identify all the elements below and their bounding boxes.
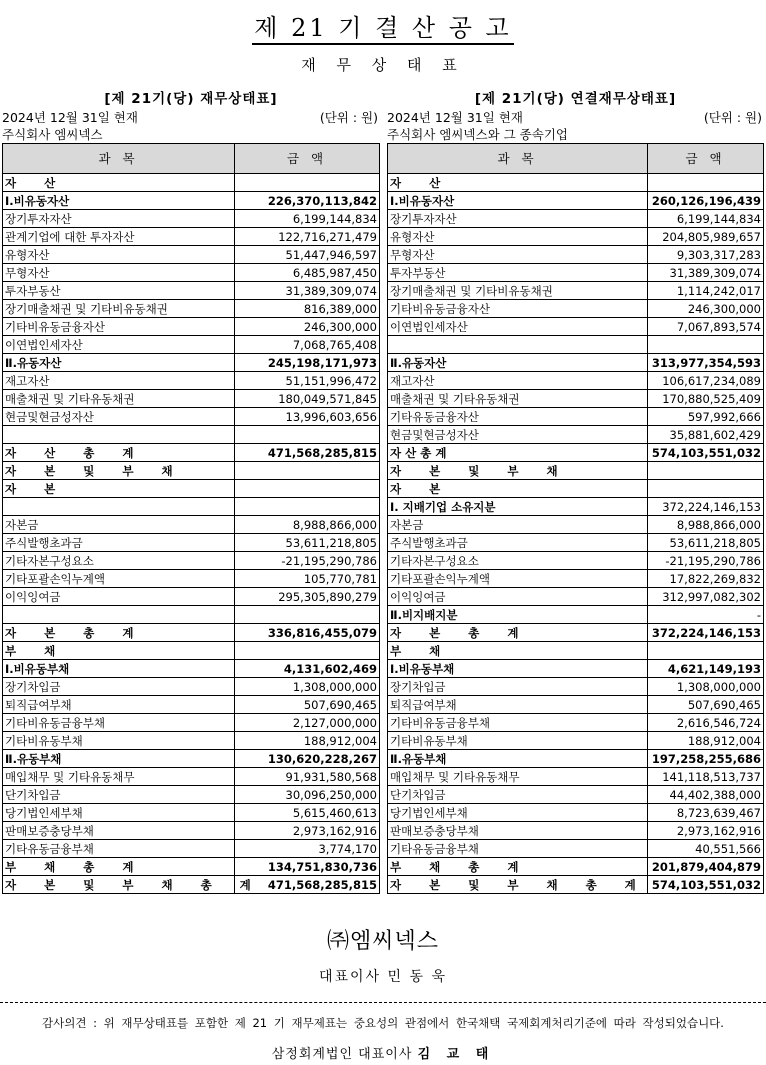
row-label: 장기차입금 bbox=[3, 678, 235, 696]
company-name: 주식회사 엠씨넥스 bbox=[2, 127, 103, 142]
row-amount: 105,770,781 bbox=[235, 570, 380, 588]
row-label: 매출채권 및 기타유동채권 bbox=[388, 390, 648, 408]
report-date: 2024년 12월 31일 현재 bbox=[387, 110, 523, 125]
row-amount: 2,616,546,724 bbox=[648, 714, 764, 732]
row-amount: 134,751,830,736 bbox=[235, 858, 380, 876]
row-amount: 8,988,866,000 bbox=[235, 516, 380, 534]
table-row bbox=[388, 714, 764, 732]
row-label: 이연법인세자산 bbox=[3, 336, 235, 354]
table-row bbox=[3, 588, 380, 606]
row-label: 자 본 및 부 채 bbox=[3, 462, 235, 480]
table-row bbox=[388, 210, 764, 228]
table-row bbox=[3, 678, 380, 696]
header-item: 과 목 bbox=[388, 144, 648, 174]
row-label: 유형자산 bbox=[388, 228, 648, 246]
row-amount: 141,118,513,737 bbox=[648, 768, 764, 786]
row-label: 기타비유동금융자산 bbox=[388, 300, 648, 318]
table-row bbox=[388, 192, 764, 210]
row-label: 단기차입금 bbox=[388, 786, 648, 804]
row-label: 주식발행초과금 bbox=[3, 534, 235, 552]
row-amount: 312,997,082,302 bbox=[648, 588, 764, 606]
row-amount bbox=[235, 174, 380, 192]
row-label: 기타비유동금융부채 bbox=[3, 714, 235, 732]
row-label: 자 산 총 계 bbox=[388, 444, 648, 462]
table-row bbox=[388, 228, 764, 246]
separate-statement-title: [제 21기(당) 재무상태표] bbox=[104, 91, 278, 107]
row-label: 판매보증충당부채 bbox=[388, 822, 648, 840]
table-row bbox=[3, 876, 380, 894]
row-label: 자 본 총 계 bbox=[3, 624, 235, 642]
row-label: Ⅱ.유동부채 bbox=[3, 750, 235, 768]
row-amount: 295,305,890,279 bbox=[235, 588, 380, 606]
row-amount: 8,723,639,467 bbox=[648, 804, 764, 822]
row-label: 기타유동금융부채 bbox=[3, 840, 235, 858]
row-amount: 53,611,218,805 bbox=[648, 534, 764, 552]
row-label: 매입채무 및 기타유동채무 bbox=[388, 768, 648, 786]
row-label: Ⅰ.비유동자산 bbox=[3, 192, 235, 210]
row-label: 매입채무 및 기타유동채무 bbox=[3, 768, 235, 786]
table-row bbox=[3, 786, 380, 804]
row-label: 기타비유동부채 bbox=[3, 732, 235, 750]
row-label: 기타유동금융자산 bbox=[388, 408, 648, 426]
row-amount: - bbox=[648, 606, 764, 624]
row-label: 이익잉여금 bbox=[388, 588, 648, 606]
row-label bbox=[3, 426, 235, 444]
row-amount bbox=[648, 642, 764, 660]
table-row bbox=[3, 570, 380, 588]
row-label: 자 본 및 부 채 총 계 bbox=[388, 876, 648, 894]
row-amount: 313,977,354,593 bbox=[648, 354, 764, 372]
row-amount: 5,615,460,613 bbox=[235, 804, 380, 822]
table-row bbox=[388, 354, 764, 372]
table-row bbox=[388, 174, 764, 192]
table-row bbox=[388, 426, 764, 444]
row-label: Ⅰ.비유동부채 bbox=[388, 660, 648, 678]
table-row bbox=[388, 678, 764, 696]
table-row bbox=[388, 372, 764, 390]
auditor-firm: 삼정회계법인 대표이사 bbox=[271, 1047, 413, 1062]
row-amount: 31,389,309,074 bbox=[235, 282, 380, 300]
table-row bbox=[3, 354, 380, 372]
row-amount: 53,611,218,805 bbox=[235, 534, 380, 552]
separate-balance-table bbox=[2, 143, 380, 894]
row-label: 판매보증충당부채 bbox=[3, 822, 235, 840]
row-amount: 197,258,255,686 bbox=[648, 750, 764, 768]
row-label: 현금및현금성자산 bbox=[388, 426, 648, 444]
table-row bbox=[388, 480, 764, 498]
table-row bbox=[388, 606, 764, 624]
row-label: 자 본 및 부 채 총 계 bbox=[3, 876, 235, 894]
row-amount: 507,690,465 bbox=[648, 696, 764, 714]
row-label: 재고자산 bbox=[388, 372, 648, 390]
table-row bbox=[3, 264, 380, 282]
row-label: 투자부동산 bbox=[3, 282, 235, 300]
company-name: 주식회사 엠씨넥스와 그 종속기업 bbox=[387, 127, 568, 142]
table-row bbox=[388, 624, 764, 642]
row-label: 장기매출채권 및 기타비유동채권 bbox=[3, 300, 235, 318]
row-amount: 1,114,242,017 bbox=[648, 282, 764, 300]
row-amount: 51,447,946,597 bbox=[235, 246, 380, 264]
row-label: 자 본 및 부 채 bbox=[388, 462, 648, 480]
row-amount: 372,224,146,153 bbox=[648, 498, 764, 516]
row-amount: 246,300,000 bbox=[648, 300, 764, 318]
ceo-name: 대표이사 민 동 욱 bbox=[318, 969, 448, 985]
row-label: 매출채권 및 기타유동채권 bbox=[3, 390, 235, 408]
row-label: 자 본 총 계 bbox=[388, 624, 648, 642]
audit-opinion: 감사의견 : 위 재무상태표를 포함한 제 21 기 재무제표는 중요성의 관점에서 한국채택 국제회계처리기준에 따라 작성되었습니다. bbox=[42, 1016, 724, 1030]
table-row bbox=[3, 822, 380, 840]
table-row bbox=[388, 246, 764, 264]
row-label: 자 산 총 계 bbox=[3, 444, 235, 462]
table-row bbox=[3, 660, 380, 678]
separate-statement-meta bbox=[2, 109, 380, 127]
row-amount: 245,198,171,973 bbox=[235, 354, 380, 372]
row-amount: 201,879,404,879 bbox=[648, 858, 764, 876]
table-row bbox=[388, 750, 764, 768]
row-label: 퇴직급여부채 bbox=[3, 696, 235, 714]
table-row bbox=[3, 462, 380, 480]
table-row bbox=[3, 426, 380, 444]
header-item: 과 목 bbox=[3, 144, 235, 174]
row-amount bbox=[235, 480, 380, 498]
row-label: 부 채 bbox=[388, 642, 648, 660]
row-amount bbox=[235, 426, 380, 444]
row-label: 기타비유동부채 bbox=[388, 732, 648, 750]
table-row bbox=[388, 444, 764, 462]
row-amount: 2,973,162,916 bbox=[648, 822, 764, 840]
table-row bbox=[388, 696, 764, 714]
row-amount: 204,805,989,657 bbox=[648, 228, 764, 246]
row-amount bbox=[648, 336, 764, 354]
table-row bbox=[388, 588, 764, 606]
row-amount: 574,103,551,032 bbox=[648, 876, 764, 894]
table-row bbox=[3, 624, 380, 642]
row-label: 당기법인세부채 bbox=[3, 804, 235, 822]
table-row bbox=[3, 606, 380, 624]
statement-subtitle: 재 무 상 태 표 bbox=[301, 56, 465, 74]
row-label bbox=[3, 606, 235, 624]
table-row bbox=[3, 336, 380, 354]
table-row bbox=[3, 372, 380, 390]
table-row bbox=[388, 498, 764, 516]
consolidated-balance-table bbox=[387, 143, 764, 894]
table-row bbox=[388, 642, 764, 660]
company-seal-name: ㈜엠씨넥스 bbox=[326, 929, 439, 954]
row-label: 재고자산 bbox=[3, 372, 235, 390]
row-label: 장기차입금 bbox=[388, 678, 648, 696]
row-label: 자 본 bbox=[3, 480, 235, 498]
table-row bbox=[3, 282, 380, 300]
table-row bbox=[388, 336, 764, 354]
table-row bbox=[3, 714, 380, 732]
row-amount: 4,131,602,469 bbox=[235, 660, 380, 678]
row-amount: 2,127,000,000 bbox=[235, 714, 380, 732]
table-row bbox=[388, 516, 764, 534]
table-row bbox=[388, 552, 764, 570]
table-row bbox=[388, 732, 764, 750]
table-row bbox=[3, 534, 380, 552]
row-amount: 7,068,765,408 bbox=[235, 336, 380, 354]
row-amount: 2,973,162,916 bbox=[235, 822, 380, 840]
row-label: 유형자산 bbox=[3, 246, 235, 264]
table-row bbox=[388, 858, 764, 876]
row-amount: 4,621,149,193 bbox=[648, 660, 764, 678]
table-header-row bbox=[3, 144, 380, 174]
table-row bbox=[3, 228, 380, 246]
table-row bbox=[3, 858, 380, 876]
row-label: 자 산 bbox=[388, 174, 648, 192]
table-row bbox=[3, 444, 380, 462]
table-row bbox=[3, 840, 380, 858]
row-label: 투자부동산 bbox=[388, 264, 648, 282]
row-amount: 6,199,144,834 bbox=[648, 210, 764, 228]
row-amount: 122,716,271,479 bbox=[235, 228, 380, 246]
row-label: 기타비유동금융부채 bbox=[388, 714, 648, 732]
row-label: 자본금 bbox=[388, 516, 648, 534]
row-amount: 130,620,228,267 bbox=[235, 750, 380, 768]
row-label bbox=[3, 498, 235, 516]
row-label: 단기차입금 bbox=[3, 786, 235, 804]
row-amount bbox=[235, 606, 380, 624]
row-label: 부 채 총 계 bbox=[3, 858, 235, 876]
auditor-name: 김 교 태 bbox=[417, 1047, 495, 1062]
row-label: 기타자본구성요소 bbox=[388, 552, 648, 570]
row-amount: 13,996,603,656 bbox=[235, 408, 380, 426]
row-amount: 170,880,525,409 bbox=[648, 390, 764, 408]
table-row bbox=[3, 480, 380, 498]
table-row bbox=[3, 750, 380, 768]
table-row bbox=[3, 192, 380, 210]
report-date: 2024년 12월 31일 현재 bbox=[2, 110, 138, 125]
row-amount: 471,568,285,815 bbox=[235, 444, 380, 462]
table-row bbox=[3, 318, 380, 336]
row-label: Ⅰ.비유동자산 bbox=[388, 192, 648, 210]
row-amount: 816,389,000 bbox=[235, 300, 380, 318]
row-amount: 17,822,269,832 bbox=[648, 570, 764, 588]
row-label: Ⅰ. 지배기업 소유지분 bbox=[388, 498, 648, 516]
unit-label: (단위 : 원) bbox=[703, 110, 762, 125]
row-amount: 6,199,144,834 bbox=[235, 210, 380, 228]
row-amount: 40,551,566 bbox=[648, 840, 764, 858]
row-label: 자 본 bbox=[388, 480, 648, 498]
row-label: 기타포괄손익누계액 bbox=[388, 570, 648, 588]
row-amount: 7,067,893,574 bbox=[648, 318, 764, 336]
table-row bbox=[388, 786, 764, 804]
auditor-signature bbox=[0, 1043, 766, 1062]
row-label: 장기투자자산 bbox=[388, 210, 648, 228]
row-label: 장기투자자산 bbox=[3, 210, 235, 228]
table-row bbox=[3, 498, 380, 516]
table-row bbox=[3, 408, 380, 426]
table-row bbox=[3, 768, 380, 786]
row-amount: 1,308,000,000 bbox=[648, 678, 764, 696]
table-row bbox=[388, 768, 764, 786]
notice-title: 제 21 기 결 산 공 고 bbox=[0, 8, 766, 43]
row-label: 이연법인세자산 bbox=[388, 318, 648, 336]
row-amount bbox=[648, 174, 764, 192]
row-label: 현금및현금성자산 bbox=[3, 408, 235, 426]
table-header-row bbox=[388, 144, 764, 174]
row-amount: 30,096,250,000 bbox=[235, 786, 380, 804]
table-row bbox=[3, 246, 380, 264]
row-amount: 188,912,004 bbox=[235, 732, 380, 750]
row-amount: 106,617,234,089 bbox=[648, 372, 764, 390]
row-amount: 31,389,309,074 bbox=[648, 264, 764, 282]
row-label: 부 채 총 계 bbox=[388, 858, 648, 876]
row-amount: 574,103,551,032 bbox=[648, 444, 764, 462]
row-label: Ⅰ.비유동부채 bbox=[3, 660, 235, 678]
row-amount: 246,300,000 bbox=[235, 318, 380, 336]
row-amount: -21,195,290,786 bbox=[235, 552, 380, 570]
row-amount bbox=[648, 462, 764, 480]
row-label: 무형자산 bbox=[388, 246, 648, 264]
row-amount: 372,224,146,153 bbox=[648, 624, 764, 642]
row-amount bbox=[648, 480, 764, 498]
row-amount bbox=[235, 462, 380, 480]
row-amount: 3,774,170 bbox=[235, 840, 380, 858]
table-row bbox=[388, 876, 764, 894]
row-label: Ⅱ.유동자산 bbox=[3, 354, 235, 372]
table-row bbox=[388, 804, 764, 822]
row-label: 기타유동금융부채 bbox=[388, 840, 648, 858]
table-row bbox=[388, 570, 764, 588]
row-amount: 597,992,666 bbox=[648, 408, 764, 426]
table-row bbox=[388, 408, 764, 426]
row-label: 주식발행초과금 bbox=[388, 534, 648, 552]
row-label: Ⅱ.비지배지분 bbox=[388, 606, 648, 624]
row-amount: 471,568,285,815 bbox=[235, 876, 380, 894]
table-row bbox=[388, 822, 764, 840]
row-amount: 8,988,866,000 bbox=[648, 516, 764, 534]
row-amount bbox=[235, 642, 380, 660]
table-row bbox=[3, 390, 380, 408]
consolidated-statement-meta bbox=[387, 109, 764, 127]
table-row bbox=[388, 840, 764, 858]
row-amount: 180,049,571,845 bbox=[235, 390, 380, 408]
consolidated-statement-title: [제 21기(당) 연결재무상태표] bbox=[474, 91, 677, 107]
table-row bbox=[3, 300, 380, 318]
row-amount: 1,308,000,000 bbox=[235, 678, 380, 696]
separate-statement-panel bbox=[2, 89, 380, 894]
row-amount: 9,303,317,283 bbox=[648, 246, 764, 264]
row-amount bbox=[235, 498, 380, 516]
row-label: 기타자본구성요소 bbox=[3, 552, 235, 570]
row-label: 자본금 bbox=[3, 516, 235, 534]
row-amount: 260,126,196,439 bbox=[648, 192, 764, 210]
row-label: 부 채 bbox=[3, 642, 235, 660]
table-row bbox=[3, 642, 380, 660]
table-row bbox=[3, 732, 380, 750]
table-row bbox=[3, 804, 380, 822]
row-amount: 91,931,580,568 bbox=[235, 768, 380, 786]
header-amount: 금 액 bbox=[235, 144, 380, 174]
row-amount: 507,690,465 bbox=[235, 696, 380, 714]
unit-label: (단위 : 원) bbox=[319, 110, 378, 125]
table-row bbox=[3, 174, 380, 192]
row-label bbox=[388, 336, 648, 354]
row-label: 자 산 bbox=[3, 174, 235, 192]
row-label: 퇴직급여부채 bbox=[388, 696, 648, 714]
table-row bbox=[388, 264, 764, 282]
row-label: 무형자산 bbox=[3, 264, 235, 282]
divider bbox=[0, 1002, 766, 1003]
row-label: Ⅱ.유동자산 bbox=[388, 354, 648, 372]
row-label: Ⅱ.유동부채 bbox=[388, 750, 648, 768]
row-label: 기타포괄손익누계액 bbox=[3, 570, 235, 588]
table-row bbox=[3, 552, 380, 570]
consolidated-statement-panel bbox=[387, 89, 764, 894]
row-amount: 35,881,602,429 bbox=[648, 426, 764, 444]
row-amount: 226,370,113,842 bbox=[235, 192, 380, 210]
table-row bbox=[388, 300, 764, 318]
row-amount: -21,195,290,786 bbox=[648, 552, 764, 570]
row-label: 관계기업에 대한 투자자산 bbox=[3, 228, 235, 246]
table-row bbox=[3, 696, 380, 714]
table-row bbox=[3, 210, 380, 228]
row-label: 당기법인세부채 bbox=[388, 804, 648, 822]
row-amount: 188,912,004 bbox=[648, 732, 764, 750]
table-row bbox=[388, 660, 764, 678]
header-amount: 금 액 bbox=[648, 144, 764, 174]
row-amount: 6,485,987,450 bbox=[235, 264, 380, 282]
row-label: 기타비유동금융자산 bbox=[3, 318, 235, 336]
table-row bbox=[388, 318, 764, 336]
table-row bbox=[388, 282, 764, 300]
row-amount: 336,816,455,079 bbox=[235, 624, 380, 642]
table-row bbox=[3, 516, 380, 534]
table-row bbox=[388, 462, 764, 480]
row-label: 이익잉여금 bbox=[3, 588, 235, 606]
table-row bbox=[388, 534, 764, 552]
table-row bbox=[388, 390, 764, 408]
row-amount: 51,151,996,472 bbox=[235, 372, 380, 390]
row-amount: 44,402,388,000 bbox=[648, 786, 764, 804]
row-label: 장기매출채권 및 기타비유동채권 bbox=[388, 282, 648, 300]
